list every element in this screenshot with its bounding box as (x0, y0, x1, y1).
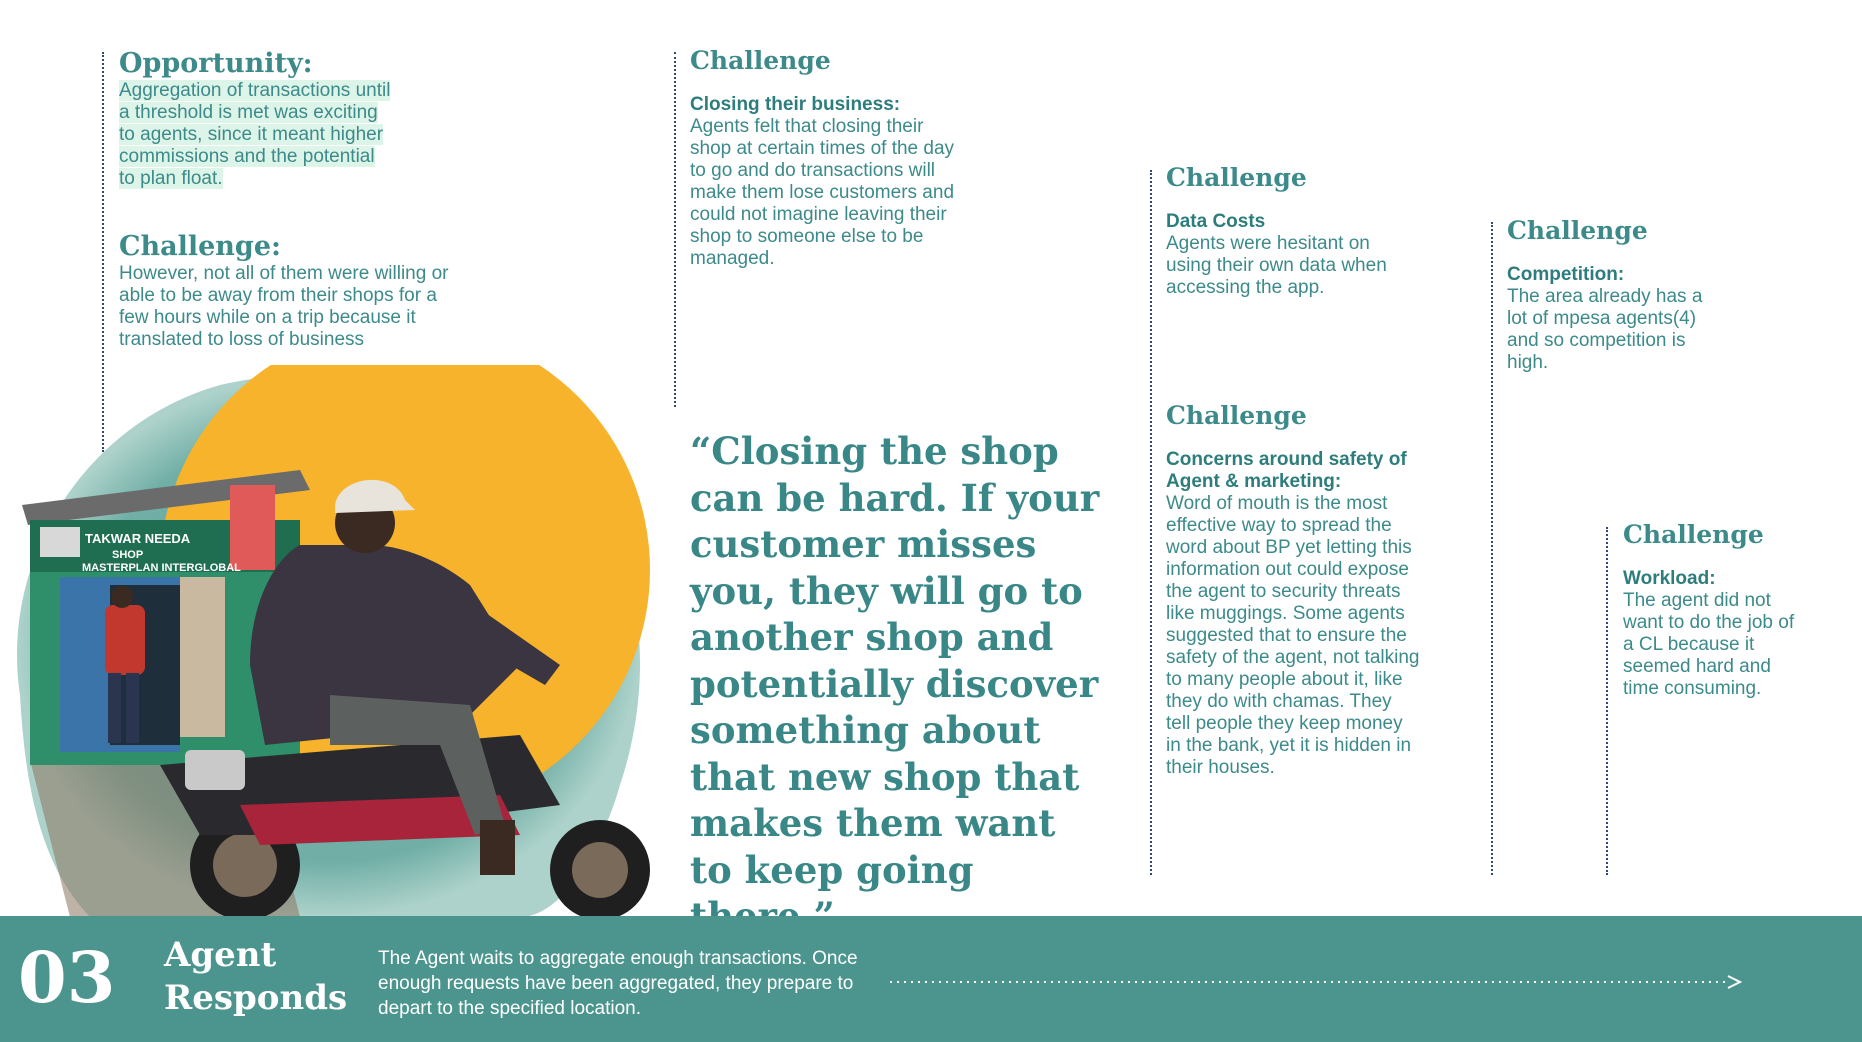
opportunity-heading: Opportunity: (119, 48, 313, 79)
step-description: The Agent waits to aggregate enough transactions. Once enough requests have been aggregated, they prepare to depart to the specified location. (378, 948, 858, 1019)
opportunity-line: to plan float. (119, 168, 223, 189)
opportunity-line: to agents, since it meant higher (119, 124, 384, 145)
challenge-heading: Challenge (1507, 216, 1648, 245)
opportunity-text (119, 80, 459, 190)
opportunity-block (119, 48, 459, 351)
shop-sign-text: SHOP (112, 549, 144, 561)
challenge-safety (1166, 401, 1421, 779)
challenge-heading: Challenge (690, 46, 831, 75)
step-number: 03 (18, 936, 116, 1019)
challenge-subheading: Concerns around safety of Agent & marketing: (1166, 449, 1407, 492)
challenge-subheading: Closing their business: (690, 94, 901, 115)
shop-sign-text: MASTERPLAN INTERGLOBAL (82, 562, 241, 574)
challenge-text: However, not all of them were willing or able to be away from their shops for a few hours while on a trip because it translated to loss of business (119, 263, 449, 350)
opportunity-line: Aggregation of transactions until (119, 80, 391, 101)
challenge-workload (1623, 520, 1798, 700)
challenge-text: Agents felt that closing their shop at certain times of the day to go and do transactions will make them lose customers and could not imagine leaving their shop to someone else to be managed. (690, 116, 955, 269)
divider-line-5 (1606, 527, 1608, 875)
challenge-competition (1507, 216, 1717, 374)
dotted-arrow-icon (890, 972, 1742, 992)
shop-sign-text: TAKWAR NEEDA (85, 531, 191, 546)
challenge-heading: Challenge (1623, 520, 1764, 549)
challenge-heading: Challenge (1166, 163, 1307, 192)
divider-line-4 (1491, 222, 1493, 875)
divider-line-3 (1150, 170, 1152, 875)
pull-quote: “Closing the shop can be hard. If your customer misses you, they will go to another shop and potentially discover something about that new shop that makes them want to keep going (690, 429, 1100, 892)
step-title: Agent Responds (164, 935, 348, 1018)
challenge-subheading: Workload: (1623, 568, 1716, 589)
challenge-text: Agents were hesitant on using their own data when accessing the app. (1166, 233, 1387, 298)
opportunity-line: commissions and the potential (119, 146, 375, 167)
challenge-heading: Challenge (1166, 401, 1307, 430)
challenge-data-costs (1166, 163, 1406, 299)
challenge-text: The area already has a lot of mpesa agents(4) and so competition is high. (1507, 286, 1703, 373)
challenge-subheading: Competition: (1507, 264, 1625, 285)
challenge-heading: Challenge: (119, 231, 281, 262)
divider-line-2 (674, 52, 676, 407)
challenge-closing-business (690, 46, 960, 270)
challenge-text: The agent did not want to do the job of a CL because it seemed hard and time consuming. (1623, 590, 1795, 699)
opportunity-line: a threshold is met was exciting (119, 102, 378, 123)
challenge-text: Word of mouth is the most effective way to spread the word about BP yet letting this information out could expose the agent to security threats like muggings. Some agents suggested that to ensure the safety of the agent, not talking to many people about it, like they do with chamas. They tell people they keep money in the bank, yet it is hidden in their houses. (1166, 493, 1420, 778)
agent-motorbike-photo (0, 365, 660, 917)
challenge-subheading: Data Costs (1166, 211, 1266, 232)
